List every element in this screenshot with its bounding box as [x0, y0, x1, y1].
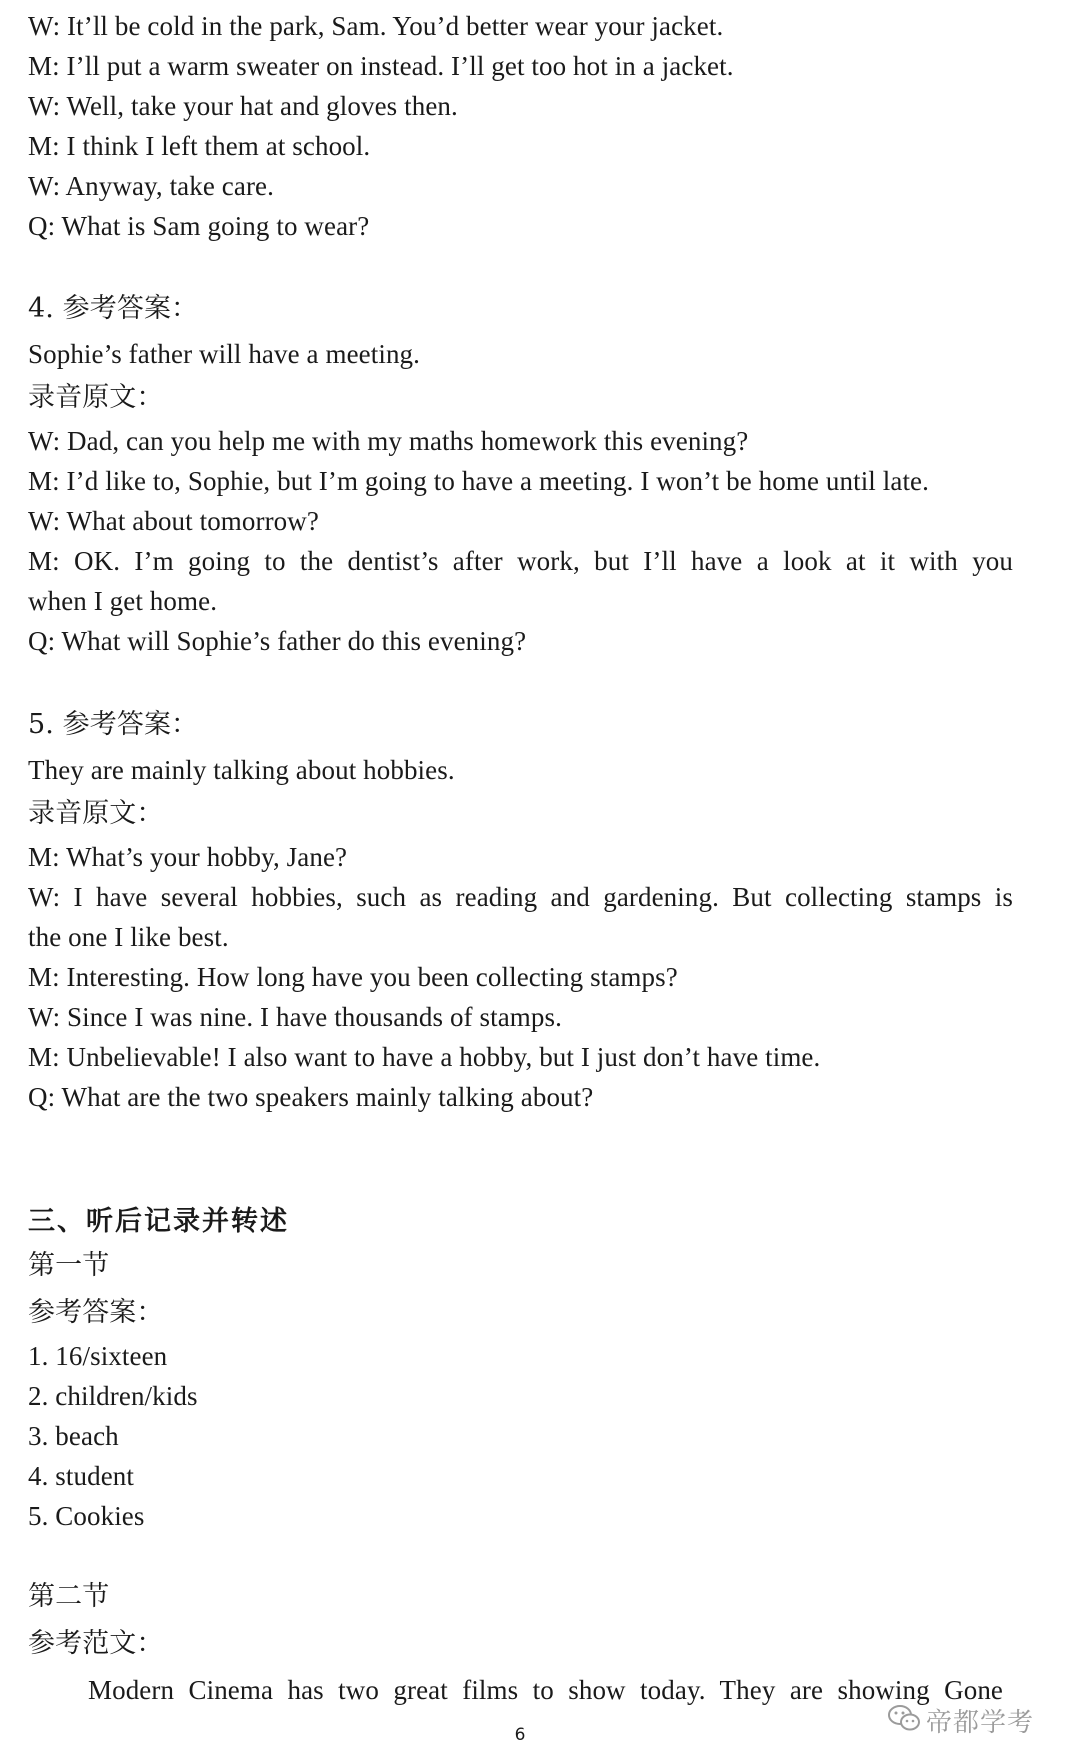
watermark-text: 帝都学考	[926, 1708, 1035, 1738]
dialogue-line: W: What about tomorrow?	[28, 506, 319, 536]
section-1-label: 参考答案：	[28, 1297, 164, 1328]
part-3-title: 三、听后记录并转述	[28, 1206, 289, 1237]
dialogue-line: M: Interesting. How long have you been collecting stamps?	[28, 962, 678, 992]
dialogue-line: M: I think I left them at school.	[28, 131, 371, 161]
item-5-heading: 5. 参考答案：	[28, 709, 199, 740]
watermark	[886, 1702, 1034, 1739]
dialogue-line: M: What’s your hobby, Jane?	[28, 842, 348, 872]
page-number: 6	[514, 1725, 526, 1745]
dialogue-line: M: I’ll put a warm sweater on instead. I’ll get too hot in a jacket.	[28, 51, 734, 81]
question-line: Q: What is Sam going to wear?	[28, 211, 370, 241]
dialogue-line: M: Unbelievable! I also want to have a hobby, but I just don’t have time.	[28, 1042, 821, 1072]
section-2-title: 第二节	[28, 1581, 110, 1612]
dialogue-line: W: It’ll be cold in the park, Sam. You’d better wear your jacket.	[28, 11, 724, 41]
answer-item: 5. Cookies	[28, 1501, 145, 1531]
item-4-answer: Sophie’s father will have a meeting.	[28, 339, 420, 369]
item-4-heading: 4. 参考答案：	[28, 293, 199, 324]
wechat-icon	[886, 1703, 922, 1738]
section-1-title: 第一节	[28, 1250, 110, 1281]
model-essay-first-line: Modern Cinema has two great films to show today. They are showing Gone	[88, 1675, 1003, 1705]
question-line: Q: What are the two speakers mainly talking about?	[28, 1082, 594, 1112]
item-5-answer: They are mainly talking about hobbies.	[28, 755, 455, 785]
item-4-transcript-label: 录音原文：	[28, 382, 164, 413]
item-5-transcript-label: 录音原文：	[28, 798, 164, 829]
dialogue-line: M: I’d like to, Sophie, but I’m going to have a meeting. I won’t be home until late.	[28, 466, 929, 496]
dialogue-line: W: Well, take your hat and gloves then.	[28, 91, 458, 121]
dialogue-line: W: Anyway, take care.	[28, 171, 274, 201]
dialogue-line: when I get home.	[28, 586, 218, 616]
dialogue-line: W: I have several hobbies, such as reading and gardening. But collecting stamps is	[28, 882, 1013, 912]
dialogue-line: W: Dad, can you help me with my maths homework this evening?	[28, 426, 749, 456]
answer-item: 3. beach	[28, 1421, 119, 1451]
answer-item: 4. student	[28, 1461, 134, 1491]
dialogue-line: W: Since I was nine. I have thousands of stamps.	[28, 1002, 562, 1032]
section-2-label: 参考范文：	[28, 1628, 164, 1659]
question-line: Q: What will Sophie’s father do this evening?	[28, 626, 527, 656]
answer-item: 1. 16/sixteen	[28, 1341, 168, 1371]
dialogue-line: M: OK. I’m going to the dentist’s after work, but I’ll have a look at it with you	[28, 546, 1013, 576]
dialogue-line: the one I like best.	[28, 922, 229, 952]
answer-item: 2. children/kids	[28, 1381, 198, 1411]
